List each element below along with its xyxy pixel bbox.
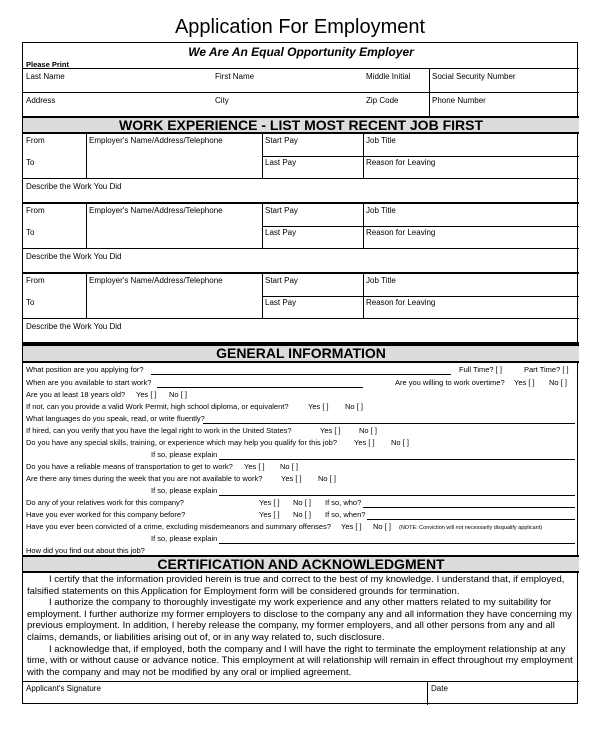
age-yes-checkbox[interactable]: Yes [ ] [136, 390, 157, 399]
job-1-describe-field[interactable]: Describe the Work You Did [26, 182, 122, 191]
job-2-to-field[interactable]: To [26, 228, 35, 237]
job-3-start-pay-field[interactable]: Start Pay [265, 276, 298, 285]
job-2-last-pay-field[interactable]: Last Pay [265, 228, 297, 237]
work-permit-no-checkbox[interactable]: No [ ] [345, 402, 363, 411]
skills-question: Do you have any special skills, training, or experience which may help you qualify for this job? [26, 438, 337, 447]
conviction-explain-line[interactable] [219, 543, 575, 544]
page-title: Application For Employment [174, 16, 426, 38]
overtime-yes-checkbox[interactable]: Yes [ ] [514, 378, 535, 387]
ssn-field[interactable]: Social Security Number [432, 72, 516, 81]
job-2-employer-field[interactable]: Employer's Name/Address/Telephone [89, 206, 223, 215]
certification-header: CERTIFICATION AND ACKNOWLEDGMENT [23, 555, 579, 573]
certification-paragraph-1: I certify that the information provided herein is true and correct to the best of my knowledge. I understand that, if employed, falsified statements on this Application for Employment form will be considered grounds for termination. [27, 574, 565, 597]
job-1-employer-field[interactable]: Employer's Name/Address/Telephone [89, 136, 223, 145]
first-name-field[interactable]: First Name [215, 72, 255, 81]
applicant-signature-field[interactable]: Applicant's Signature [26, 684, 101, 693]
certification-paragraph-3: I acknowledge that, if employed, both the company and I will have the right to terminate the employment relationship at any time, with or without cause or advance notice. This employment at will relationship will remain in effect throughout my employment with the company and may not be modified by any oral or implied agreement. [27, 643, 573, 678]
worked-before-ifso-line[interactable] [367, 519, 575, 520]
city-field[interactable]: City [215, 96, 229, 105]
application-form [22, 42, 578, 704]
certification-text [27, 574, 575, 678]
job-2-reason-field[interactable]: Reason for Leaving [366, 228, 436, 237]
availability-answer-line[interactable] [157, 387, 363, 388]
conviction-no-checkbox[interactable]: No [ ] [373, 522, 391, 531]
job-2-describe-field[interactable]: Describe the Work You Did [26, 252, 122, 261]
full-time-checkbox[interactable]: Full Time? [ ] [459, 365, 502, 374]
relatives-ifso-line[interactable] [363, 507, 575, 508]
job-3-from-field[interactable]: From [26, 276, 45, 285]
legal-work-no-checkbox[interactable]: No [ ] [359, 426, 377, 435]
worked-before-no-checkbox[interactable]: No [ ] [293, 510, 311, 519]
overtime-no-checkbox[interactable]: No [ ] [549, 378, 567, 387]
legal-work-yes-checkbox[interactable]: Yes [ ] [320, 426, 341, 435]
job-2-start-pay-field[interactable]: Start Pay [265, 206, 298, 215]
certification-paragraph-2: I authorize the company to thoroughly investigate my work experience and any other matters related to my suitability for employment. I further authorize my former employers to disclose to the company any and all information they have concerning my previous employment. In addition, I hereby release the company, my former employers, and all other persons from any and all claims, demands, or liabilities arising out of, or in any way related to, such disclosure. [27, 597, 572, 643]
transportation-no-checkbox[interactable]: No [ ] [280, 462, 298, 471]
skills-explain-label: If so, please explain [151, 450, 218, 459]
availability-times-question: Are there any times during the week that you are not available to work? [26, 474, 263, 483]
skills-no-checkbox[interactable]: No [ ] [391, 438, 409, 447]
worked-before-question: Have you ever worked for this company before? [26, 510, 186, 519]
skills-yes-checkbox[interactable]: Yes [ ] [354, 438, 375, 447]
address-field[interactable]: Address [26, 96, 56, 105]
overtime-question: Are you willing to work overtime? [395, 378, 505, 387]
conviction-question: Have you ever been convicted of a crime, excluding misdemeanors and summary offenses? [26, 522, 332, 531]
job-3-describe-field[interactable]: Describe the Work You Did [26, 322, 122, 331]
conviction-yes-checkbox[interactable]: Yes [ ] [341, 522, 362, 531]
find-out-question: How did you find out about this job? [26, 546, 145, 555]
position-question: What position are you applying for? [26, 365, 144, 374]
position-answer-line[interactable] [151, 374, 451, 375]
form-subtitle: We Are An Equal Opportunity Employer [188, 45, 414, 59]
skills-explain-line[interactable] [219, 459, 575, 460]
languages-question: What languages do you speak, read, or write fluently? [26, 414, 205, 423]
age-question: Are you at least 18 years old? [26, 390, 126, 399]
job-1-reason-field[interactable]: Reason for Leaving [366, 158, 436, 167]
relatives-question: Do any of your relatives work for this company? [26, 498, 184, 507]
please-print-note: Please Print [26, 60, 69, 69]
job-3-to-field[interactable]: To [26, 298, 35, 307]
date-field[interactable]: Date [431, 684, 448, 693]
job-3-reason-field[interactable]: Reason for Leaving [366, 298, 436, 307]
general-information-header: GENERAL INFORMATION [23, 344, 579, 363]
job-1-to-field[interactable]: To [26, 158, 35, 167]
job-1-start-pay-field[interactable]: Start Pay [265, 136, 298, 145]
times-explain-line[interactable] [219, 495, 575, 496]
age-no-checkbox[interactable]: No [ ] [169, 390, 187, 399]
relatives-yes-checkbox[interactable]: Yes [ ] [259, 498, 280, 507]
work-experience-header: WORK EXPERIENCE - LIST MOST RECENT JOB FIRST [23, 116, 579, 134]
phone-number-field[interactable]: Phone Number [432, 96, 486, 105]
work-permit-yes-checkbox[interactable]: Yes [ ] [308, 402, 329, 411]
zip-code-field[interactable]: Zip Code [366, 96, 399, 105]
worked-before-ifso-label: If so, when? [325, 510, 366, 519]
job-3-employer-field[interactable]: Employer's Name/Address/Telephone [89, 276, 223, 285]
availability-question: When are you available to start work? [26, 378, 152, 387]
transportation-yes-checkbox[interactable]: Yes [ ] [244, 462, 265, 471]
job-1-from-field[interactable]: From [26, 136, 45, 145]
languages-answer-line[interactable] [203, 423, 575, 424]
conviction-note: (NOTE: Conviction will not necessarily disqualify applicant) [399, 525, 543, 531]
worked-before-yes-checkbox[interactable]: Yes [ ] [259, 510, 280, 519]
last-name-field[interactable]: Last Name [26, 72, 65, 81]
middle-initial-field[interactable]: Middle Initial [366, 72, 411, 81]
times-no-checkbox[interactable]: No [ ] [318, 474, 336, 483]
legal-work-question: If hired, can you verify that you have the legal right to work in the United States? [26, 426, 292, 435]
relatives-no-checkbox[interactable]: No [ ] [293, 498, 311, 507]
job-1-last-pay-field[interactable]: Last Pay [265, 158, 297, 167]
job-1-job-title-field[interactable]: Job Title [366, 136, 396, 145]
work-permit-question: If not, can you provide a valid Work Permit, high school diploma, or equivalent? [26, 402, 289, 411]
job-3-job-title-field[interactable]: Job Title [366, 276, 396, 285]
conviction-explain-label: If so, please explain [151, 534, 218, 543]
job-3-last-pay-field[interactable]: Last Pay [265, 298, 297, 307]
job-2-from-field[interactable]: From [26, 206, 45, 215]
job-2-job-title-field[interactable]: Job Title [366, 206, 396, 215]
relatives-ifso-label: If so, who? [325, 498, 362, 507]
times-yes-checkbox[interactable]: Yes [ ] [281, 474, 302, 483]
times-explain-label: If so, please explain [151, 486, 218, 495]
transportation-question: Do you have a reliable means of transportation to get to work? [26, 462, 233, 471]
part-time-checkbox[interactable]: Part Time? [ ] [524, 365, 569, 374]
